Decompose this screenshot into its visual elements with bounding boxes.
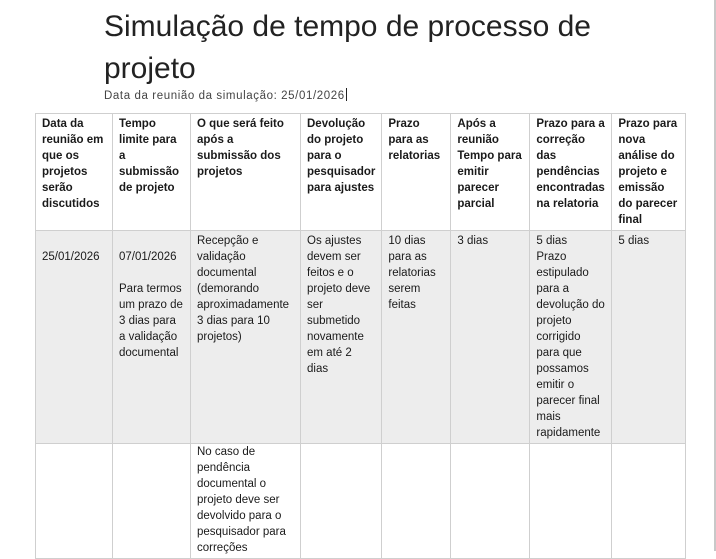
table-cell[interactable]: [301, 231, 382, 444]
table-cell[interactable]: [191, 231, 301, 444]
document-title: Simulação de tempo de processo de projeto: [104, 10, 591, 85]
table-cell[interactable]: [451, 444, 530, 559]
header-cell[interactable]: Prazo para as relatorias: [382, 114, 451, 231]
text-cursor: [346, 88, 347, 101]
cell-text: 07/01/2026: [119, 251, 177, 263]
subtitle-text: Data da reunião da simulação: 25/01/2026: [104, 90, 345, 102]
cell-text: 5 dias: [618, 235, 650, 247]
header-cell[interactable]: Devolução do projeto para o pesquisador para ajustes: [301, 114, 382, 231]
table-cell[interactable]: [382, 444, 451, 559]
table-cell[interactable]: [113, 444, 191, 559]
cell-text: Prazo estipulado para a devolução do projeto corrigido para que possamos emitir o parecer final mais rapidamente: [536, 251, 605, 439]
cell-text: No caso de pendência documental o projeto deve ser devolvido para o pesquisador para correções: [197, 446, 286, 554]
cell-text: 3 dias: [457, 235, 489, 247]
table-cell[interactable]: [191, 444, 301, 559]
header-cell[interactable]: Prazo para a correção das pendências encontradas na relatoria: [530, 114, 612, 231]
header-cell[interactable]: Prazo para nova análise do projeto e emissão do parecer final: [612, 114, 686, 231]
table-cell[interactable]: [530, 231, 612, 444]
cell-text: 25/01/2026: [42, 251, 100, 263]
table-cell[interactable]: [451, 231, 530, 444]
table-cell[interactable]: [113, 231, 191, 444]
document-subtitle[interactable]: [104, 88, 347, 102]
table-cell[interactable]: [382, 231, 451, 444]
cell-text: Para termos um prazo de 3 dias para a validação documental: [119, 283, 183, 359]
cell-text: 10 dias para as relatorias serem feitas: [388, 235, 436, 311]
table-cell[interactable]: [612, 444, 686, 559]
table-cell[interactable]: [530, 444, 612, 559]
header-cell[interactable]: Após a reunião Tempo para emitir parecer parcial: [451, 114, 530, 231]
simulation-table: [35, 113, 686, 559]
header-cell[interactable]: Tempo limite para a submissão de projeto: [113, 114, 191, 231]
table-cell[interactable]: [612, 231, 686, 444]
cell-text: Os ajustes devem ser feitos e o projeto deve ser submetido novamente em até 2 dias: [307, 235, 371, 375]
table-cell[interactable]: [36, 444, 113, 559]
header-cell[interactable]: Data da reunião em que os projetos serão discutidos: [36, 114, 113, 231]
cell-text: Recepção e validação documental (demorando aproximadamente 3 dias para 10 projetos): [197, 235, 290, 343]
table-row: [36, 444, 686, 559]
header-cell[interactable]: O que será feito após a submissão dos projetos: [191, 114, 301, 231]
table-cell[interactable]: [36, 231, 113, 444]
table-row: [36, 231, 686, 444]
table-cell[interactable]: [301, 444, 382, 559]
table-header-row: [36, 114, 686, 231]
cell-text: 5 dias: [536, 235, 568, 247]
